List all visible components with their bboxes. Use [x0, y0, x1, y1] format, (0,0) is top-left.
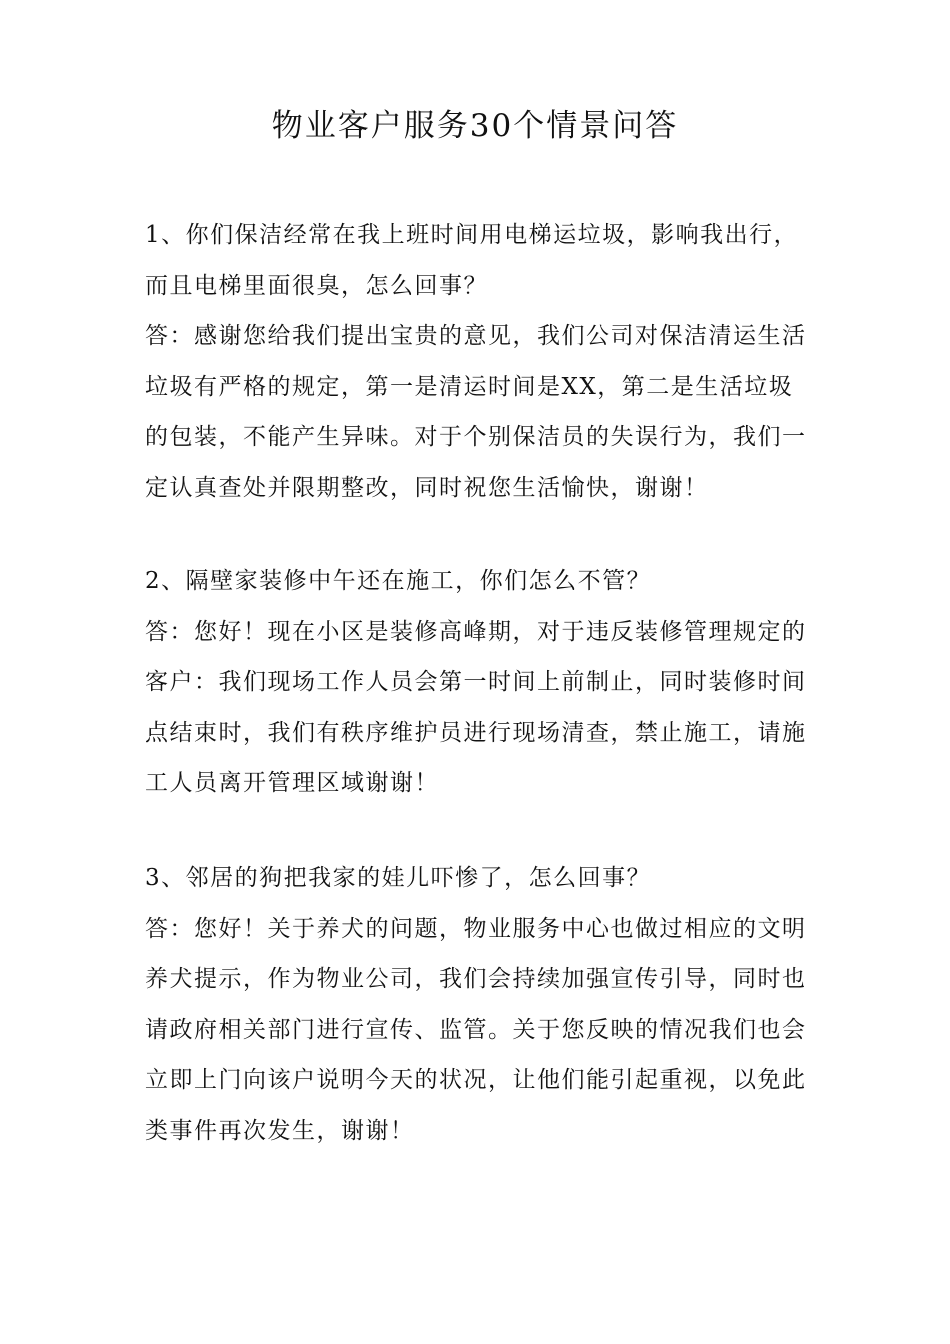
question-1: 1、你们保洁经常在我上班时间用电梯运垃圾，影响我出行，而且电梯里面很臭，怎么回事？: [145, 222, 799, 299]
document-title: 物业客户服务30个情景问答: [271, 108, 679, 144]
qa-item-2: [145, 556, 815, 809]
answer-1: 答：感谢您给我们提出宝贵的意见，我们公司对保洁清运生活垃圾有严格的规定，第一是清运时间是XX，第二是生活垃圾的包装，不能产生异味。对于个别保洁员的失误行为，我们一定认真查处并限期整改，同时祝您生活愉快，谢谢！: [145, 323, 807, 501]
answer-3: 答：您好！关于养犬的问题，物业服务中心也做过相应的文明养犬提示，作为物业公司，我们会持续加强宣传引导，同时也请政府相关部门进行宣传、监管。关于您反映的情况我们也会立即上门向该户说明今天的状况，让他们能引起重视，以免此类事件再次发生，谢谢！: [145, 915, 807, 1144]
question-3: 3、邻居的狗把我家的娃儿吓惨了，怎么回事？: [145, 865, 652, 891]
question-2: 2、隔壁家装修中午还在施工，你们怎么不管？: [145, 568, 652, 594]
qa-item-3: [145, 853, 815, 1156]
qa-item-1: [145, 210, 815, 513]
answer-2: 答：您好！现在小区是装修高峰期，对于违反装修管理规定的客户：我们现场工作人员会第一时间上前制止，同时装修时间点结束时，我们有秩序维护员进行现场清查，禁止施工，请施工人员离开管理区域谢谢！: [145, 618, 807, 796]
